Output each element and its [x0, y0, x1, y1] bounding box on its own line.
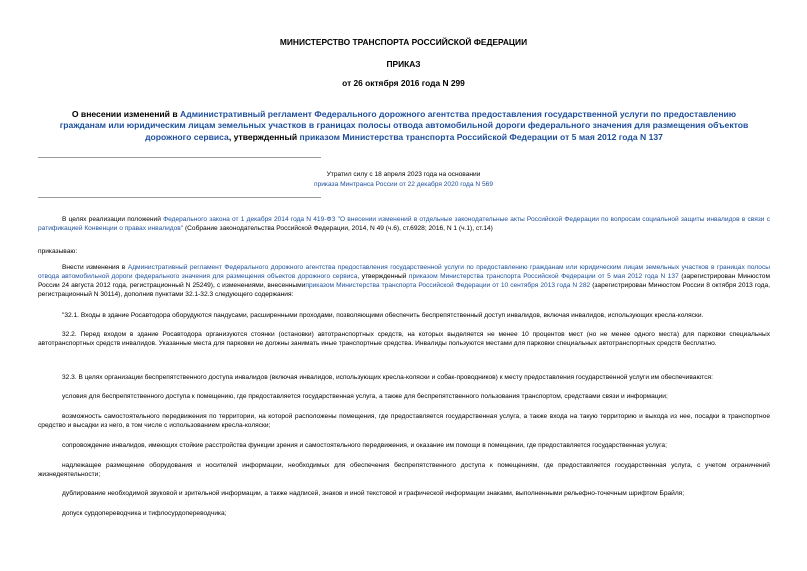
paragraph-text: , утвержденный — [357, 272, 409, 280]
paragraph-32-2: 32.2. Перед входом в здание Росавтодора организуются стоянки (остановки) автотранспортных средств, на которых выделяется не менее 10 процентов мест (но не менее одного места) для парковки специальных автотранспортных средств инвалидов. Указанные места для парковки не должны занимать иные транспортные средства. Инвалиды пользуются местами для парковки специальных автотранспортных средств бесплатно. — [38, 331, 770, 347]
title-text: О внесении изменений в — [71, 109, 181, 119]
title-link-regulation[interactable]: Административный регламент Федерального дорожного агентства предоставления государственной услуги по предоставлению гражданам или юридическим лицам земельных участков в границах полосы отвода автомобильной дороги федерального значения для размещения объектов дорожного сервиса — [59, 109, 749, 142]
document-type: ПРИКАЗ — [386, 59, 421, 69]
regulation-link[interactable]: Административный регламент Федерального дорожного агентства предоставления государственной услуги по предоставлению гражданам или юридическим лицам земельных участков в границах полосы отвода автомобильной дороги федерального значения для размещения объектов дорожного сервиса — [38, 264, 770, 280]
paragraph-amendment — [38, 264, 770, 300]
document-title — [48, 109, 760, 143]
paragraph-preamble — [38, 216, 770, 234]
paragraph-conditions: условия для беспрепятственного доступа к помещению, где предоставляется государственная услуга, а также для беспрепятственного пользования транспортом, средствами связи и информации; — [62, 393, 668, 400]
order-137-link[interactable]: приказом Министерства транспорта Российской Федерации от 5 мая 2012 года N 137 — [408, 272, 679, 280]
divider — [38, 197, 321, 198]
paragraph-equipment: надлежащее размещение оборудования и носителей информации, необходимых для обеспечения беспрепятственного доступа к помещениям, где предоставляется государственная услуга, с учетом ограничений жизнедеятельности; — [38, 462, 770, 478]
paragraph-32-3: 32.3. В целях организации беспрепятственного доступа инвалидов (включая инвалидов, использующих кресла-коляски и собак-проводников) к месту предоставления государственной услуги им обеспечиваются: — [62, 374, 713, 381]
paragraph-text: Внести изменения в — [62, 264, 128, 271]
order-282-link[interactable]: приказом Министерства транспорта Российской Федерации от 10 сентября 2013 года N 282 — [305, 281, 591, 289]
divider — [38, 157, 321, 158]
document-date-number: от 26 октября 2016 года N 299 — [342, 78, 465, 88]
paragraph-braille: дублирование необходимой звуковой и зрительной информации, а также надписей, знаков и иной текстовой и графической информации знаками, выполненными рельефно-точечным шрифтом Брайля; — [62, 490, 685, 497]
title-text: , утвержденный — [228, 131, 300, 142]
status-text: Утратил силу с 18 апреля 2023 года на основании — [326, 171, 481, 178]
status-link[interactable]: приказа Минтранса России от 22 декабря 2020 года N 569 — [314, 180, 493, 188]
status-note — [0, 170, 807, 190]
paragraph-order: приказываю: — [38, 248, 78, 255]
paragraph-mobility: возможность самостоятельного передвижения по территории, на которой расположены помещения, где предоставляется государственная услуга, а также входа на такую территорию и выхода из нее, посадки в транспортное средство и высадки из него, в том числе с использованием кресла-коляски; — [38, 413, 770, 429]
paragraph-interpreter: допуск сурдопереводчика и тифлосурдопереводчика; — [62, 510, 227, 517]
paragraph-text: (зарегистрирован Минюстом России 24 августа 2012 года, регистрационный N 25249), с изменениями, внесенными — [38, 272, 770, 289]
paragraph-text: (зарегистрирован Минюстом России 8 октября 2013 года, регистрационный N 30114), дополнив пунктами 32.1-32.3 следующего содержания: — [38, 281, 771, 298]
paragraph-text: (Собрание законодательства Российской Федерации, 2014, N 49 (ч.6), ст.6928; 2016, N 1 (ч.1), ст.14) — [183, 224, 493, 232]
ministry-heading: МИНИСТЕРСТВО ТРАНСПОРТА РОССИЙСКОЙ ФЕДЕРАЦИИ — [279, 37, 528, 47]
title-link-order[interactable]: приказом Министерства транспорта Российской Федерации от 5 мая 2012 года N 137 — [299, 131, 663, 142]
paragraph-escort: сопровождение инвалидов, имеющих стойкие расстройства функции зрения и самостоятельного передвижения, и оказание им помощи в помещении, где предоставляется государственная услуга; — [62, 442, 667, 449]
law-link[interactable]: Федерального закона от 1 декабря 2014 года N 419-ФЗ "О внесении изменений в отдельные законодательные акты Российской Федерации по вопросам социальной защиты инвалидов в связи с ратификацией Конвенции о правах инвалидов" — [38, 216, 770, 232]
paragraph-text: В целях реализации положений — [62, 216, 164, 223]
paragraph-32-1: "32.1. Входы в здание Росавтодора оборудуются пандусами, расширенными проходами, позволяющими обеспечить беспрепятственный доступ инвалидов, включая инвалидов, использующих кресла-коляски. — [62, 312, 704, 319]
